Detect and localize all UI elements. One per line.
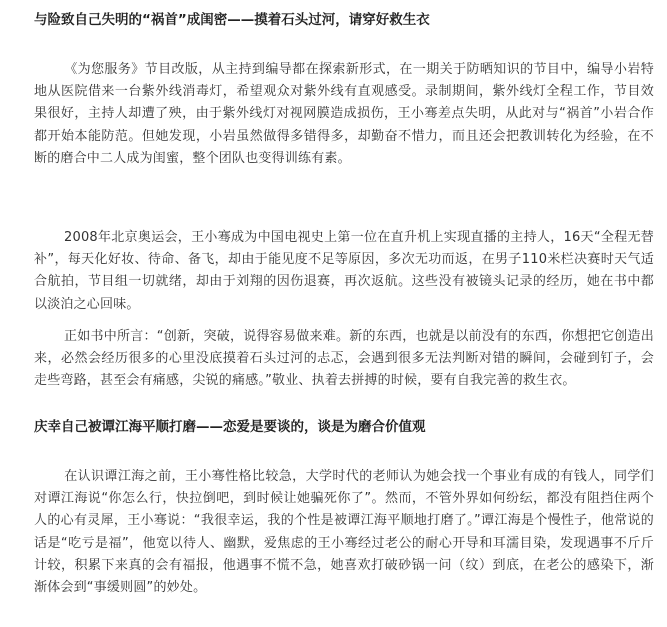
- paragraph-4: [34, 466, 654, 599]
- paragraph-3: [34, 326, 654, 393]
- section-heading-2: 庆幸自己被谭江海平顺打磨——恋爱是要谈的，谈是为磨合价值观: [34, 419, 426, 435]
- paragraph-text: 正如书中所言：“创新，突破，说得容易做来难。新的东西，也就是以前没有的东西，你想把它创造出来，必然会经历很多的心里没底摸着石头过河的忐忑，会遇到很多无法判断对错的瞬间，会碰到钉子，会走些弯路，甚至会有痛感，尖锐的痛感。”敬业、执着去拼搏的时候，要有自我完善的救生衣。: [34, 329, 654, 389]
- paragraph-text: 2008年北京奥运会，王小骞成为中国电视史上第一位在直升机上实现直播的主持人，16天“全程无替补”，每天化好妆、待命、备飞，却由于能见度不足等原因，多次无功而返，在男子110米栏决赛时天气适合航拍，节目组一切就绪，却由于刘翔的因伤退赛，再次返航。这些没有被镜头记录的经历，她在书中都以淡泊之心回味。: [34, 230, 654, 312]
- paragraph-2: [34, 227, 654, 316]
- paragraph-text: 在认识谭江海之前，王小骞性格比较急，大学时代的老师认为她会找一个事业有成的有钱人，同学们对谭江海说“你怎么行，快拉倒吧，到时候让她骗死你了”。然而，不管外界如何纷纭，都没有阻挡住两个人的心有灵犀，王小骞说：“我很幸运，我的个性是被谭江海平顺地打磨了。”谭江海是个慢性子，他常说的话是“吃亏是福”，他宽以待人、幽默，爱焦虑的王小骞经过老公的耐心开导和耳濡目染，发现遇事不斤斤计较，积累下来真的会有福报，他遇事不慌不急，她喜欢打破砂锅一问（纹）到底，在老公的感染下，渐渐体会到“事缓则圆”的妙处。: [34, 469, 654, 596]
- paragraph-text: 《为您服务》节目改版，从主持到编导都在探索新形式，在一期关于防晒知识的节目中，编导小岩特地从医院借来一台紫外线消毒灯，希望观众对紫外线有直观感受。录制期间，紫外线灯全程工作，节目效果很好，主持人却遭了殃，由于紫外线灯对视网膜造成损伤，王小骞差点失明，从此对与“祸首”小岩合作都开始本能防范。但她发现，小岩虽然做得多错得多，却勤奋不惜力，而且还会把教训转化为经验，在不断的磨合中二人成为闺蜜，整个团队也变得训练有素。: [34, 62, 654, 166]
- paragraph-1: [34, 59, 654, 170]
- section-heading-1: 与险致自己失明的“祸首”成闺密——摸着石头过河，请穿好救生衣: [34, 12, 430, 28]
